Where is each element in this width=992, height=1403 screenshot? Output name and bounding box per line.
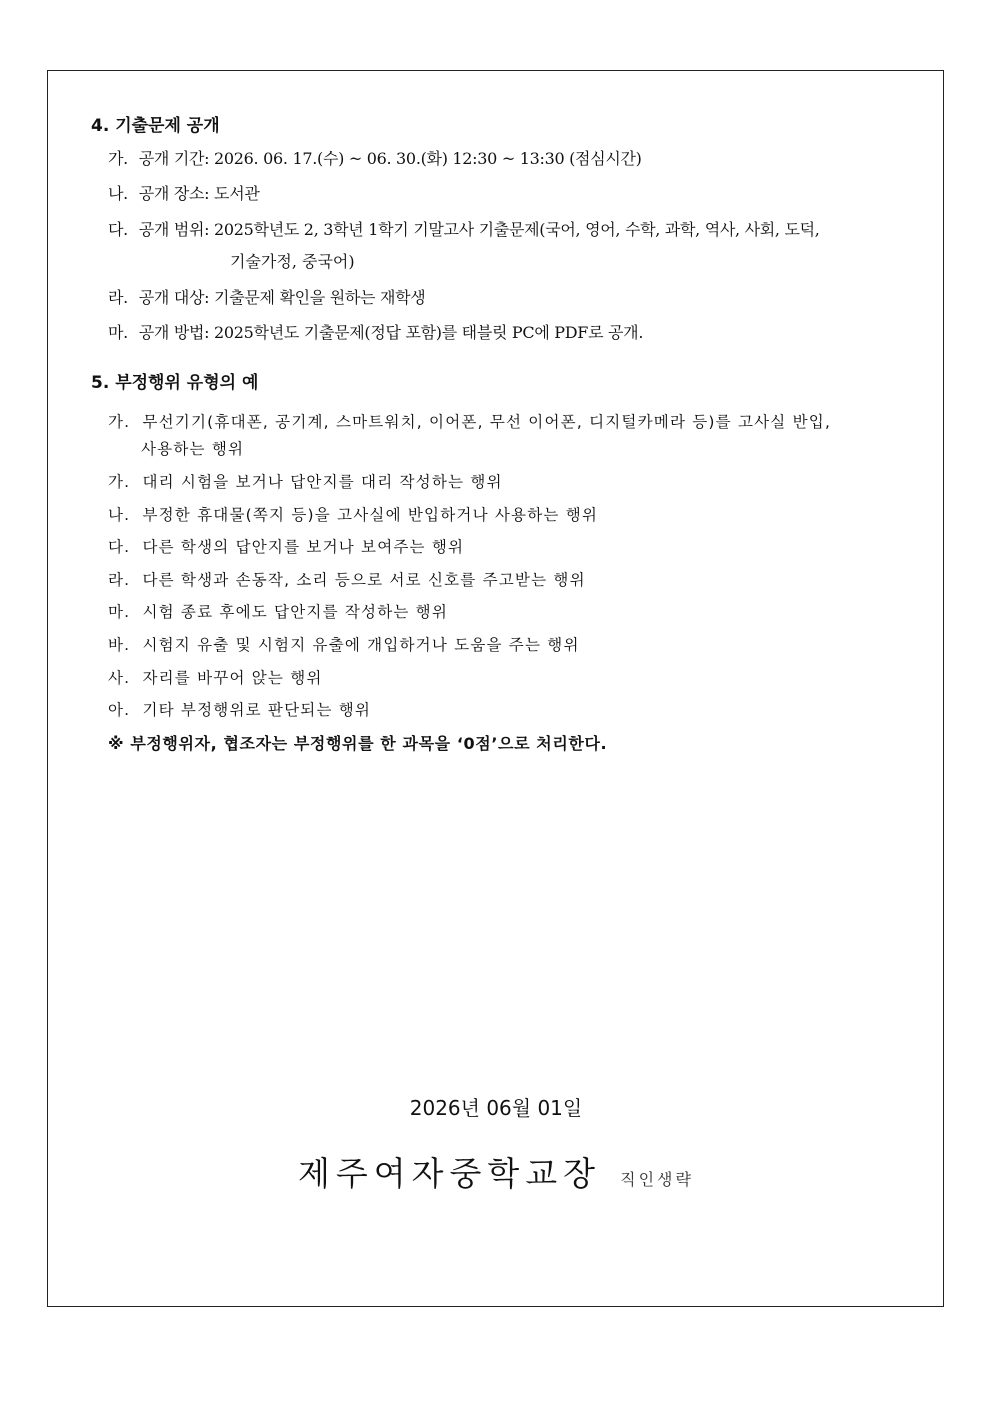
list-item bbox=[108, 503, 598, 525]
item-label: 나. bbox=[108, 506, 131, 524]
item-label: 나. bbox=[108, 184, 128, 203]
item-label: 라. bbox=[108, 288, 128, 307]
list-item bbox=[108, 181, 260, 204]
item-text: 대리 시험을 보거나 답안지를 대리 작성하는 행위 bbox=[142, 473, 503, 491]
list-item bbox=[108, 666, 323, 688]
item-text: 자리를 바꾸어 앉는 행위 bbox=[142, 669, 323, 687]
list-item bbox=[108, 568, 586, 590]
item-text: 다른 학생과 손동작, 소리 등으로 서로 신호를 주고받는 행위 bbox=[142, 571, 586, 589]
section-4-title: 4. 기출문제 공개 bbox=[91, 116, 220, 136]
section-5-title: 5. 부정행위 유형의 예 bbox=[91, 373, 259, 393]
list-item bbox=[108, 600, 448, 622]
penalty-note: ※ 부정행위자, 협조자는 부정행위를 한 과목을 ‘0점’으로 처리한다. bbox=[108, 734, 608, 753]
item-text: 기타 부정행위로 판단되는 행위 bbox=[142, 701, 372, 719]
list-item bbox=[108, 285, 425, 308]
item-text: 무선기기(휴대폰, 공기계, 스마트워치, 이어폰, 무선 이어폰, 디지털카메라 등)를 고사실 반입, bbox=[142, 413, 832, 431]
item-label: 사. bbox=[108, 669, 131, 687]
item-text: 공개 범위: 2025학년도 2, 3학년 1학기 기말고사 기출문제(국어, 영어, 수학, 과학, 역사, 사회, 도덕, bbox=[138, 220, 820, 239]
signer-name: 제주여자중학교장 bbox=[298, 1154, 602, 1193]
item-label: 가. bbox=[108, 149, 128, 168]
item-label: 다. bbox=[108, 538, 131, 556]
item-label: 가. bbox=[108, 473, 131, 491]
item-text: 공개 기간: 2026. 06. 17.(수) ~ 06. 30.(화) 12:30 ~ 13:30 (점심시간) bbox=[138, 149, 642, 168]
item-text: 공개 방법: 2025학년도 기출문제(정답 포함)를 태블릿 PC에 PDF로 공개. bbox=[138, 323, 644, 342]
item-label: 아. bbox=[108, 701, 131, 719]
list-item bbox=[108, 410, 831, 432]
document-frame bbox=[47, 70, 944, 1307]
list-item bbox=[108, 320, 643, 343]
list-item bbox=[108, 146, 642, 169]
list-item bbox=[108, 698, 371, 720]
item-label: 라. bbox=[108, 571, 131, 589]
list-item bbox=[108, 535, 464, 557]
item-text: 공개 장소: 도서관 bbox=[138, 184, 260, 203]
item-label: 가. bbox=[108, 413, 131, 431]
seal-note: 직인생략 bbox=[620, 1170, 694, 1189]
list-item bbox=[108, 217, 820, 240]
item-text: 부정한 휴대물(쪽지 등)을 고사실에 반입하거나 사용하는 행위 bbox=[142, 506, 599, 524]
item-text: 다른 학생의 답안지를 보거나 보여주는 행위 bbox=[142, 538, 465, 556]
list-item bbox=[108, 633, 580, 655]
item-text: 시험 종료 후에도 답안지를 작성하는 행위 bbox=[142, 603, 449, 621]
signer-block bbox=[298, 1148, 694, 1195]
item-label: 바. bbox=[108, 636, 131, 654]
item-text: 공개 대상: 기출문제 확인을 원하는 재학생 bbox=[138, 288, 426, 307]
item-continuation: 사용하는 행위 bbox=[141, 440, 245, 458]
item-text: 시험지 유출 및 시험지 유출에 개입하거나 도움을 주는 행위 bbox=[142, 636, 580, 654]
item-label: 마. bbox=[108, 603, 131, 621]
item-continuation: 기술가정, 중국어) bbox=[230, 252, 355, 271]
list-item bbox=[108, 470, 503, 492]
item-label: 마. bbox=[108, 323, 128, 342]
issue-date: 2026년 06월 01일 bbox=[409, 1096, 583, 1120]
item-label: 다. bbox=[108, 220, 128, 239]
